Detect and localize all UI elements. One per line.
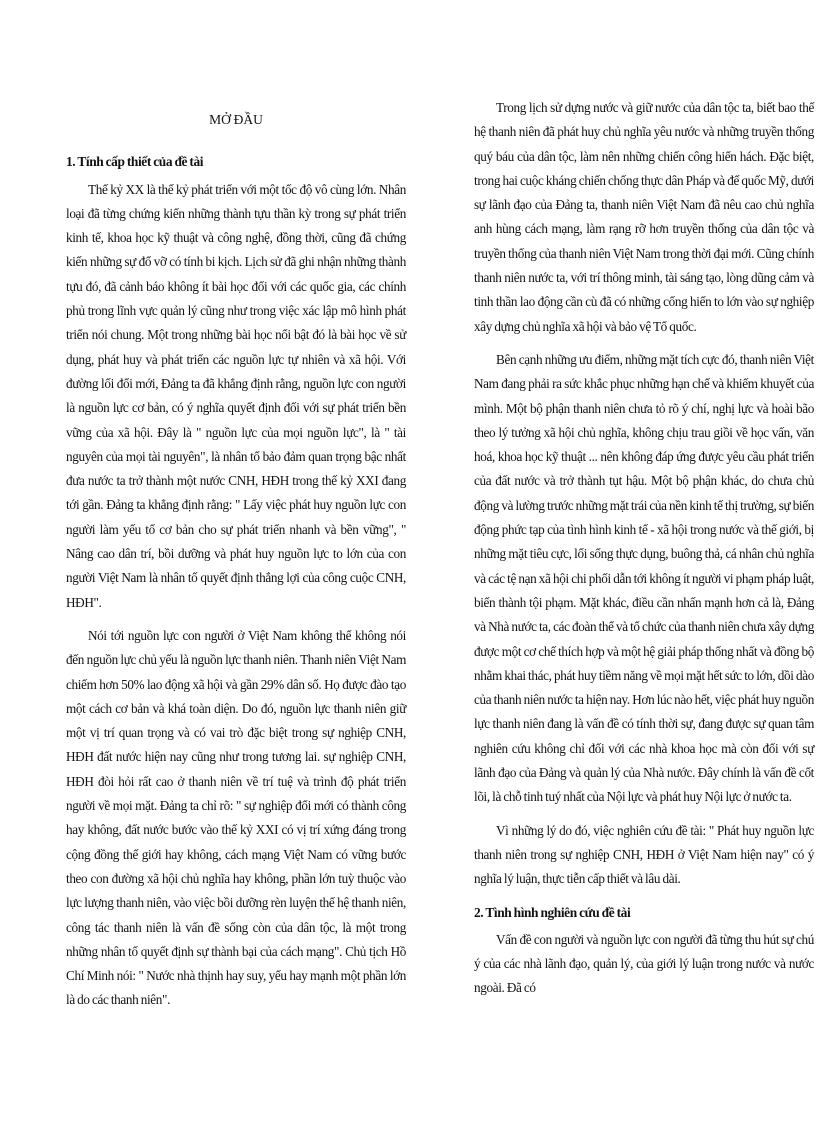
right-column bbox=[474, 96, 814, 1010]
body-paragraph: Vì những lý do đó, việc nghiên cứu đề tài: " Phát huy nguồn lực thanh niên trong sự nghiệp CNH, HĐH ở Việt Nam hiện nay" có ý nghĩa lý luận, thực tiễn cấp thiết và lâu dài. bbox=[474, 822, 814, 887]
body-paragraph: Nói tới nguồn lực con người ở Việt Nam không thể không nói đến nguồn lực chủ yếu là nguồn lực thanh niên. Thanh niên Việt Nam chiếm hơn 50% lao động xã hội và gần 29% dân số. Họ được đào tạo một cách cơ bản và khá toàn diện. Do đó, nguồn lực thanh niên giữ một vị trí quan trọng và có vai trò đặc biệt trong sự nghiệp CNH, HĐH đất nước hiện nay cũng như trong tương lai. sự nghiệp CNH, HĐH đòi hỏi rất cao ở thanh niên về trí tuệ và trình độ phát triển người về mọi mặt. Đảng ta chỉ rõ: " sự nghiệp đổi mới có thành công hay không, đất nước bước vào thế kỷ XXI có vị trí xứng đáng trong cộng đồng thế giới hay không, cách mạng Việt Nam có vững bước theo con đường xã hội chủ nghĩa hay không, phần lớn tuỳ thuộc vào lực lượng thanh niên, vào việc bồi dưỡng rèn luyện thế hệ thanh niên, công tác thanh niên là vấn đề sống còn của dân tộc, là một trong những nhân tố quyết định sự thành bại của cách mạng". Chủ tịch Hồ Chí Minh nói: " Nước nhà thịnh hay suy, yếu hay mạnh một phần lớn là do các thanh niên". bbox=[66, 627, 406, 1008]
body-paragraph: Thế kỷ XX là thế kỷ phát triển với một tốc độ vô cùng lớn. Nhân loại đã từng chứng kiến những thành tựu thần kỳ trong sự phát triển kinh tế, khoa học kỹ thuật và công nghệ, đồng thời, cũng đã chứng kiến những sự đổ vỡ có tính bi kịch. Lịch sử đã ghi nhận những thành tựu đó, đã cảnh báo không ít bài học đối với các quốc gia, các chính phủ trong lĩnh vực quản lý cũng như trong việc xác lập mô hình phát triển nói chung. Một trong những bài học nổi bật đó là bài học về sử dụng, phát huy và phát triển các nguồn lực tự nhiên và xã hội. Với đường lối đổi mới, Đảng ta đã khẳng định rằng, nguồn lực con người là nguồn lực cơ bản, có ý nghĩa quyết định đối với sự phát triển bền vững của xã hội. Đây là " nguồn lực của mọi nguồn lực", là " tài nguyên của mọi tài nguyên", là nhân tố bảo đảm quan trọng bậc nhất đưa nước ta trở thành một nước CNH, HĐH trong thế kỷ XXI đang tới gần. Đảng ta khẳng định rằng: " Lấy việc phát huy nguồn lực con người làm yếu tố cơ bản cho sự phát triển nhanh và bền vững", " Nâng cao dân trí, bồi dưỡng và phát huy nguồn lực to lớn của con người Việt Nam là nhân tố quyết định thắng lợi của công cuộc CNH, HĐH". bbox=[66, 181, 406, 610]
body-paragraph: Bên cạnh những ưu điểm, những mặt tích cực đó, thanh niên Việt Nam đang phải ra sức khắc phục những hạn chế và khiếm khuyết của mình. Một bộ phận thanh niên chưa tỏ rõ ý chí, nghị lực và hoài bão theo lý tưởng xã hội chủ nghĩa, không chịu trau giồi về học vấn, văn hoá, khoa học kỹ thuật ... nên không đáp ứng được yêu cầu phát triển của đất nước và trở thành tụt hậu. Một bộ phận khác, do chưa chủ động và lường trước những mặt trái của nền kinh tế thị trường, sự biến động phức tạp của tình hình kinh tế - xã hội trong nước và thế giới, bị những mặt tiêu cực, lối sống thực dụng, buông thả, cá nhân chủ nghĩa và các tệ nạn xã hội chi phối dẫn tới không ít người vi phạm pháp luật, biến thành tội phạm. Mặt khác, điều cần nhấn mạnh hơn cả là, Đảng và Nhà nước ta, các đoàn thể và tổ chức của thanh niên chưa xây dựng được một cơ chế thích hợp và một hệ giải pháp thống nhất và đồng bộ nhằm khai thác, phát huy tiềm năng về mọi mặt hết sức to lớn, dồi dào của thanh niên nước ta hiện nay. Hơn lúc nào hết, việc phát huy nguồn lực thanh niên đang là vấn đề có tính thời sự, đang được sự quan tâm nghiên cứu không chỉ đối với các nhà khoa học mà còn đối với sự lãnh đạo của Đảng và quản lý của Nhà nước. Đây chính là vấn đề cốt lõi, là chỗ tinh tuý nhất của Nội lực và phát huy Nội lực ở nước ta. bbox=[474, 351, 814, 805]
body-paragraph: Vấn đề con người và nguồn lực con người đã từng thu hút sự chú ý của các nhà lãnh đạo, quản lý, của giới lý luận trong nước và nước ngoài. Đã có bbox=[474, 931, 814, 996]
page-title: MỞ ĐẦU bbox=[209, 112, 263, 127]
section-heading-2: 2. Tình hình nghiên cứu đề tài bbox=[474, 904, 631, 920]
body-paragraph: Trong lịch sử dựng nước và giữ nước của dân tộc ta, biết bao thế hệ thanh niên đã phát huy chủ nghĩa yêu nước và những truyền thống quý báu của dân tộc, làm nên những chiến công hiển hách. Đặc biệt, trong hai cuộc kháng chiến chống thực dân Pháp và đế quốc Mỹ, dưới sự lãnh đạo của Đảng ta, thanh niên Việt Nam đã nêu cao chủ nghĩa anh hùng cách mạng, làm rạng rỡ hơn truyền thống của dân tộc và truyền thống của thanh niên Việt Nam trong thời đại mới. Cũng chính thanh niên nước ta, với trí thông minh, tài sáng tạo, lòng dũng cảm và tinh thần lao động cần cù đã có những cống hiến to lớn vào sự nghiệp xây dựng chủ nghĩa xã hội và bảo vệ Tổ quốc. bbox=[474, 100, 814, 334]
left-column bbox=[66, 96, 406, 1022]
section-heading-1: 1. Tính cấp thiết của đề tài bbox=[66, 154, 204, 170]
